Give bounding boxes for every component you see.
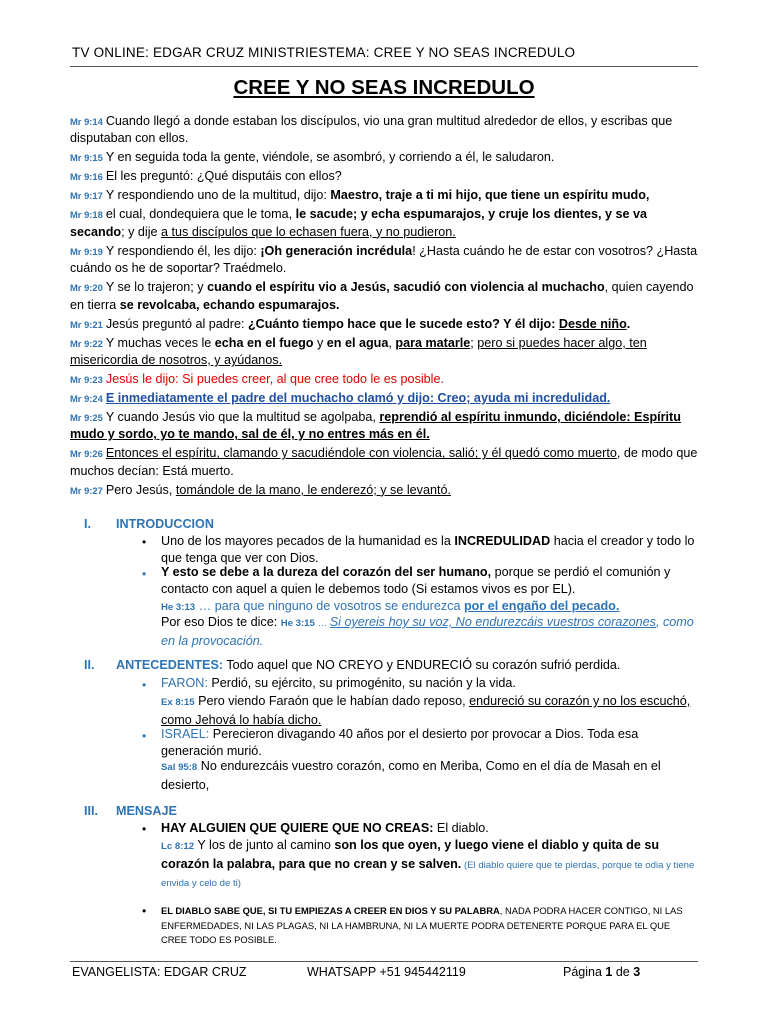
document-title: CREE Y NO SEAS INCREDULO [233, 76, 535, 99]
text-bold: 1 [605, 965, 613, 979]
verse-text: Cuando llegó a donde estaban los discípulos, vio una gran multitud alrededor de ellos, y escribas que disputaban con ellos. [70, 114, 673, 146]
verse-ref: Mr 9:27 [70, 484, 103, 496]
bullet-icon: • [142, 729, 147, 743]
verse-text: pero si puedes hacer algo, ten misericordia de nosotros, y ayúdanos. [70, 335, 647, 368]
text: Por eso Dios te dice: [161, 615, 281, 629]
verse-mr-9-25 [70, 409, 700, 444]
verse-text: ; [470, 335, 478, 350]
verse-ref: Mr 9:24 [70, 393, 103, 405]
text-italic: , como en la provocación. [161, 615, 694, 648]
text: , NADA PODRA HACER CONTIGO, NI LAS ENFERMEDADES, NI LAS PLAGAS, NI LA HAMBRUNA, NI LA MUERTE PODRA DETENERTE PORQUE PARA EL QUE CREE TODO ES POSIBLE. [161, 905, 683, 945]
label: ISRAEL: [161, 727, 210, 741]
text: Perecieron divagando 40 años por el desierto por provocar a Dios. Toda esa generación murió. [161, 727, 639, 758]
verse-text: cuando el espíritu vio a Jesús, sacudió con violencia al muchacho [207, 280, 605, 295]
verse-ref: Lc 8:12 [161, 841, 195, 852]
text: … [314, 618, 330, 629]
verse-text: el cual, dondequiera que le toma, [105, 207, 296, 222]
verse-text: echa en el fuego [214, 335, 314, 350]
text: hacia el creador y todo lo que tenga que ver con Dios. [161, 534, 695, 565]
verse-ref: Mr 9:15 [70, 152, 103, 164]
verse-ref: Mr 9:16 [70, 171, 103, 183]
verse-mr-9-20 [70, 279, 700, 314]
section-intro [116, 658, 696, 672]
verse-ref: Mr 9:23 [70, 374, 103, 386]
bullet-icon: • [142, 822, 147, 836]
footer-evangelist: EVANGELISTA: EDGAR CRUZ [72, 965, 247, 979]
intro-point-2 [161, 564, 696, 597]
label: FARON: [161, 676, 208, 690]
verse-ref: Mr 9:25 [70, 412, 103, 424]
verse-text: le sacude; y echa espumarajos, y cruje los dientes, y se va secando [70, 207, 647, 239]
verse-mr-9-22 [70, 335, 700, 370]
intro-point-1 [161, 533, 696, 566]
verse-mr-9-17 [70, 187, 700, 204]
verse-ref: Mr 9:14 [70, 116, 103, 127]
verse-text: se revolcaba, echando espumarajos. [119, 297, 340, 312]
mensaje-point-2 [161, 904, 696, 948]
verse-text: , [388, 335, 396, 350]
verse-ref: He 3:13 [161, 602, 196, 613]
footer-whatsapp: WHATSAPP +51 945442119 [307, 965, 466, 979]
text: No endurezcáis vuestro corazón, como en Meriba, Como en el día de Masah en el desierto, [161, 759, 661, 792]
verse-ref: Mr 9:22 [70, 337, 103, 349]
bullet-icon: • [142, 567, 147, 581]
mensaje-point-1 [161, 820, 696, 837]
verse-text: Y cuando Jesús vio que la multitud se agolpaba, [105, 410, 380, 425]
text: porque se perdió el comunión y contacto con aquel a quien le debemos todo (Si estamos vivos es por EL). [161, 565, 671, 596]
header-divider [70, 66, 698, 67]
text-bold: son los que oyen, y luego viene el diablo y quita de su corazón la palabra, para que no crean y se salven. [161, 838, 660, 871]
section-title: INTRODUCCION [116, 517, 214, 531]
verse-text: Y en seguida toda la gente, viéndole, se asombró, y corriendo a él, le saludaron. [105, 150, 555, 165]
footer-page-number [563, 965, 640, 979]
verse-ref: Sal 95:8 [161, 762, 198, 773]
section-number: II. [84, 658, 95, 672]
verse-text: Y respondiendo uno de la multitud, dijo: [105, 188, 331, 203]
verse-text: . [626, 316, 631, 331]
verse-text: y [313, 335, 327, 350]
verse-list [70, 113, 700, 501]
text-bold: Y esto se debe a la dureza del corazón del ser humano, [161, 565, 492, 579]
verse-ref: Ex 8:15 [161, 697, 195, 708]
bullet-icon: • [142, 535, 147, 549]
verse-text: Jesús preguntó al padre: [105, 316, 248, 331]
text-bold: HAY ALGUIEN QUE QUIERE QUE NO CREAS: [161, 821, 434, 835]
verse-text: reprendió al espíritu inmundo, diciéndole: Espíritu mudo y sordo, yo te mando, sal de él, y no entres más en él. [70, 410, 681, 442]
text-underlined: endureció su corazón y no los escuchó, como Jehová lo había dicho. [161, 694, 691, 727]
verse-lc-8-12 [161, 837, 696, 893]
text: El diablo. [433, 821, 489, 835]
verse-text: ; y dije [121, 224, 162, 239]
text: Uno de los mayores pecados de la humanidad es la [161, 534, 455, 548]
section-number: III. [84, 804, 98, 818]
verse-mr-9-19 [70, 243, 700, 278]
verse-text: a tus discípulos que lo echasen fuera, y no pudieron. [161, 224, 456, 239]
verse-ex-8-15 [161, 693, 696, 728]
section-title: MENSAJE [116, 804, 177, 818]
verse-text: para matarle [395, 335, 471, 350]
verse-ref: Mr 9:17 [70, 190, 103, 202]
verse-mr-9-14 [70, 113, 700, 148]
verse-text: tomándole de la mano, le enderezó; y se levantó. [175, 482, 451, 497]
page-header: TV ONLINE: EDGAR CRUZ MINISTRIESTEMA: CREE Y NO SEAS INCREDULO [72, 45, 576, 60]
verse-ref: Mr 9:18 [70, 209, 103, 221]
verse-ref: Mr 9:20 [70, 282, 103, 294]
verse-mr-9-24 [70, 390, 700, 407]
verse-text: El les preguntó: ¿Qué disputáis con ellos? [105, 169, 342, 184]
text-note: (El diablo quiere que te pierdas, porque te odia y tiene envida y celo de ti) [161, 859, 695, 889]
verse-text: Y se lo trajeron; y [105, 280, 208, 295]
bullet-icon: • [142, 678, 147, 692]
verse-he-3-15 [161, 614, 696, 649]
bullet-icon: • [142, 904, 147, 918]
verse-mr-9-15 [70, 149, 700, 166]
footer-divider [70, 961, 698, 962]
verse-text: , quien cayendo en tierra [70, 280, 694, 312]
text: Página [563, 965, 606, 979]
verse-text: Pero Jesús, [105, 482, 176, 497]
verse-mr-9-27 [70, 482, 700, 499]
verse-mr-9-26 [70, 445, 700, 480]
text: Perdió, su ejército, su primogénito, su nación y la vida. [207, 676, 516, 690]
text-italic: Si oyereis hoy su voz, No endurezcáis vuestros corazones [329, 615, 656, 629]
verse-mr-9-23 [70, 371, 700, 388]
verse-mr-9-18 [70, 206, 700, 241]
point-faron [161, 675, 696, 692]
text: Pero viendo Faraón que le habían dado reposo, [194, 694, 470, 708]
text: Todo aquel que NO CREYO y ENDURECIÓ su corazón sufrió perdida. [223, 658, 621, 672]
text-bold: 3 [633, 965, 641, 979]
verse-text: en el agua [326, 335, 389, 350]
verse-sal-95-8 [161, 758, 696, 793]
verse-ref: Mr 9:21 [70, 318, 103, 330]
verse-ref: Mr 9:19 [70, 245, 103, 257]
verse-ref: He 3:15 [280, 618, 315, 629]
point-israel [161, 726, 696, 759]
verse-text: ¡Oh generación incrédula [260, 243, 413, 258]
verse-text: Y respondiendo él, les dijo: [105, 243, 261, 258]
verse-text: Y muchas veces le [105, 335, 215, 350]
verse-text: ¿Cuánto tiempo hace que le sucede esto? Y él dijo: [247, 316, 559, 331]
text-bold: INCREDULIDAD [454, 534, 551, 548]
verse-text: Entonces el espíritu, clamando y sacudiéndole con violencia, salió; y él quedó como muerto [105, 446, 617, 461]
text: Y los de junto al camino [194, 838, 335, 852]
verse-text: ! ¿Hasta cuándo he de estar con vosotros? ¿Hasta cuándo os he de soportar? Traédmelo. [70, 243, 698, 276]
verse-ref: Mr 9:26 [70, 448, 103, 460]
verse-text: Maestro, traje a ti mi hijo, que tiene un espíritu mudo, [330, 188, 650, 203]
verse-text: Jesús le dijo: Si puedes creer, al que cree todo le es posible. [105, 372, 444, 387]
verse-mr-9-16 [70, 168, 700, 185]
verse-text: E inmediatamente el padre del muchacho clamó y dijo: Creo; ayuda mi incredulidad. [105, 391, 611, 406]
verse-text: Desde niño [558, 316, 627, 331]
verse-text: , de modo que muchos decían: Está muerto. [70, 446, 698, 478]
section-title: ANTECEDENTES: [116, 658, 224, 672]
text-bold: EL DIABLO SABE QUE, SI TU EMPIEZAS A CREER EN DIOS Y SU PALABRA [161, 905, 500, 916]
text-bold: por el engaño del pecado. [463, 599, 620, 613]
text: de [612, 965, 634, 979]
verse-mr-9-21 [70, 316, 700, 333]
text: … para que ninguno de vosotros se endurezca [195, 599, 464, 613]
section-number: I. [84, 517, 91, 531]
